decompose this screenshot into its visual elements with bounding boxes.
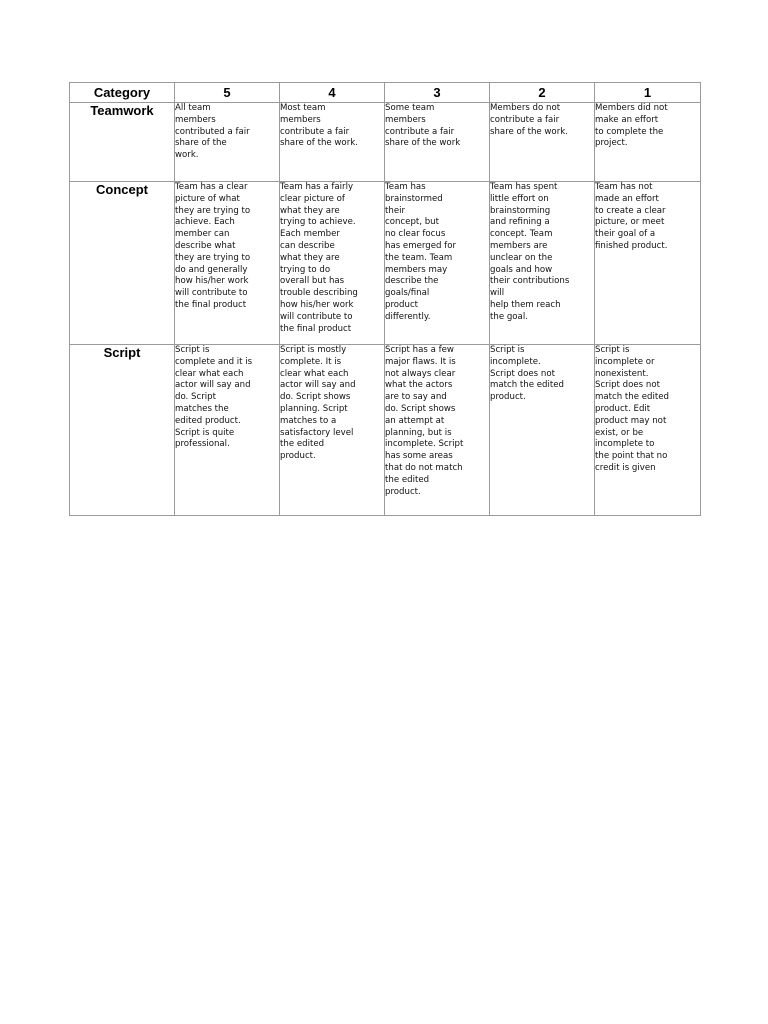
rubric-row-concept [70,182,701,345]
concept-score-4: Team has a fairly clear picture of what they are trying to achieve. Each member can describe what they are trying to do overall but has trouble describing how his/her work will contribute to the final product [280,182,385,345]
header-row [70,83,701,103]
header-score-5: 5 [175,83,280,103]
script-score-5: Script is complete and it is clear what each actor will say and do. Script matches the edited product. Script is quite professional. [175,345,280,516]
concept-score-2: Team has spent little effort on brainstorming and refining a concept. Team members are unclear on the goals and how their contributions will help them reach the goal. [490,182,595,345]
header-score-1: 1 [595,83,701,103]
header-score-3: 3 [385,83,490,103]
concept-score-5: Team has a clear picture of what they are trying to achieve. Each member can describe what they are trying to do and generally how his/her work will contribute to the final product [175,182,280,345]
script-score-4: Script is mostly complete. It is clear what each actor will say and do. Script shows planning. Script matches to a satisfactory level the edited product. [280,345,385,516]
header-category: Category [70,83,175,103]
script-score-3: Script has a few major flaws. It is not always clear what the actors are to say and do. Script shows an attempt at planning, but is incomplete. Script has some areas that do not match the edited product. [385,345,490,516]
header-score-4: 4 [280,83,385,103]
teamwork-score-5: All team members contributed a fair share of the work. [175,103,280,182]
teamwork-score-2: Members do not contribute a fair share of the work. [490,103,595,182]
category-script: Script [70,345,175,516]
category-teamwork: Teamwork [70,103,175,182]
teamwork-score-4: Most team members contribute a fair share of the work. [280,103,385,182]
teamwork-score-1: Members did not make an effort to complete the project. [595,103,701,182]
concept-score-1: Team has not made an effort to create a clear picture, or meet their goal of a finished product. [595,182,701,345]
teamwork-score-3: Some team members contribute a fair share of the work [385,103,490,182]
header-score-2: 2 [490,83,595,103]
rubric-row-teamwork [70,103,701,182]
rubric-table [69,82,701,516]
concept-score-3: Team has brainstormed their concept, but no clear focus has emerged for the team. Team members may describe the goals/final product differently. [385,182,490,345]
rubric-row-script [70,345,701,516]
script-score-2: Script is incomplete. Script does not match the edited product. [490,345,595,516]
script-score-1: Script is incomplete or nonexistent. Script does not match the edited product. Edit product may not exist, or be incomplete to the point that no credit is given [595,345,701,516]
category-concept: Concept [70,182,175,345]
